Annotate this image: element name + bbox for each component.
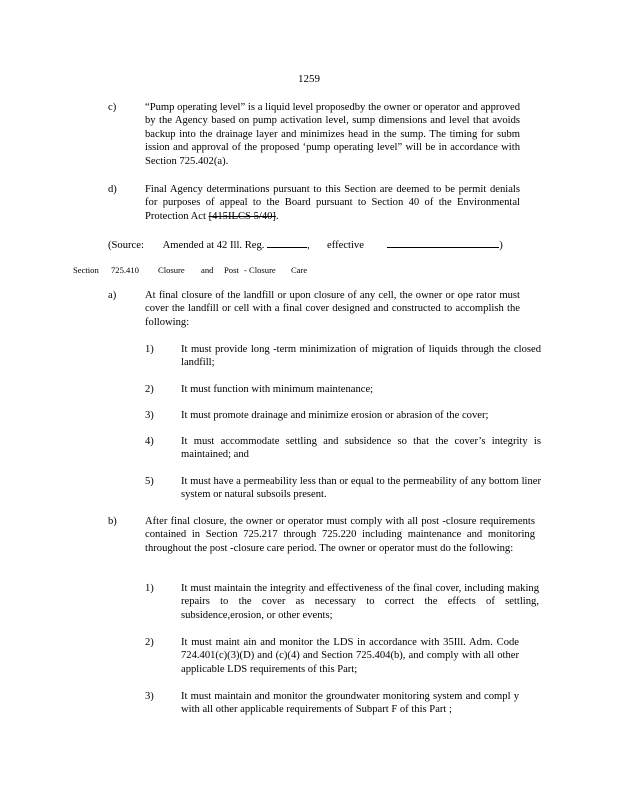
- item-text: It must maintain the integrity and effectiveness of the final cover, including making repairs to the cover as necessary to correct the effects of settling, subsidence,erosion, or other events;: [181, 583, 539, 621]
- source-effective: effective: [327, 240, 364, 251]
- subsection-label: b): [108, 516, 117, 527]
- paragraph-text: [145, 183, 520, 223]
- item-label: 4): [145, 436, 154, 447]
- source-suffix: ): [499, 240, 503, 251]
- paragraph-text-main: Final Agency determinations pursuant to this Section are deemed to be permit denials for purposes of appeal to the Board pursuant to Section 40 of the Environmental Protection Act: [145, 184, 520, 222]
- item-text: It must provide long -term minimization of migration of liquids through the closed landfill;: [181, 344, 541, 369]
- paragraph-text-end: .: [275, 210, 279, 222]
- paragraph-label: c): [108, 102, 117, 113]
- item-label: 1): [145, 583, 154, 594]
- subsection-text: After final closure, the owner or operator must comply with all post -closure requirements contained in Section 725.217 through 725.220 including maintenance and monitoring throughout the post -closure care period. The owner or operator must do the following:: [145, 516, 535, 554]
- item-label: 5): [145, 476, 154, 487]
- section-title-word: and: [201, 265, 214, 275]
- item-label: 3): [145, 410, 154, 421]
- section-title-word: Closure: [158, 265, 185, 275]
- source-note: [108, 237, 528, 252]
- item-label: 2): [145, 637, 154, 648]
- item-label: 1): [145, 344, 154, 355]
- section-title-word: Post: [224, 265, 239, 275]
- section-label: Section: [73, 265, 99, 275]
- section-number: 725.410: [111, 265, 139, 275]
- section-title-word: - Closure: [244, 265, 276, 275]
- source-comma: ,: [307, 240, 310, 251]
- item-label: 3): [145, 691, 154, 702]
- item-text: It must promote drainage and minimize erosion or abrasion of the cover;: [181, 410, 489, 421]
- reg-blank: [267, 237, 307, 248]
- item-label: 2): [145, 384, 154, 395]
- subsection-text: At final closure of the landfill or upon closure of any cell, the owner or ope rator must cover the landfill or cell with a final cover designed and constructed to accomplish the following:: [145, 290, 520, 328]
- page-number: 1259: [298, 73, 320, 85]
- paragraph-text: “Pump operating level” is a liquid level proposedby the owner or operator and approved by the Agency based on pump activation level, sump dimensions and level that avoids backup into the drainage layer and minimizes head in the sump. The timing for subm ission and approval of the proposed ‘pump operating level” will be in accordance with Section 725.402(a).: [145, 102, 520, 167]
- source-amended: Amended at 42 Ill. Reg.: [162, 240, 265, 251]
- item-text: It must have a permeability less than or equal to the permeability of any bottom liner system or natural subsoils present.: [181, 476, 541, 501]
- item-text: It must function with minimum maintenance;: [181, 384, 374, 395]
- section-title-word: Care: [291, 265, 308, 275]
- subsection-label: a): [108, 290, 117, 301]
- item-text: It must maint ain and monitor the LDS in accordance with 35Ill. Adm. Code 724.401(c)(3)(D) and (c)(4) and Section 725.404(b), and comply with all other applicable LDS requirements of this Part;: [181, 637, 519, 675]
- paragraph-label: d): [108, 184, 117, 195]
- source-prefix: (Source:: [108, 240, 144, 251]
- effective-date-blank: [387, 237, 499, 248]
- struck-citation: [415ILCS 5/40]: [208, 210, 276, 222]
- item-text: It must maintain and monitor the groundwater monitoring system and compl y with all other applicable requirements of Subpart F of this Part ;: [181, 691, 519, 716]
- item-text: It must accommodate settling and subsidence so that the cover’s integrity is maintained; and: [181, 436, 541, 461]
